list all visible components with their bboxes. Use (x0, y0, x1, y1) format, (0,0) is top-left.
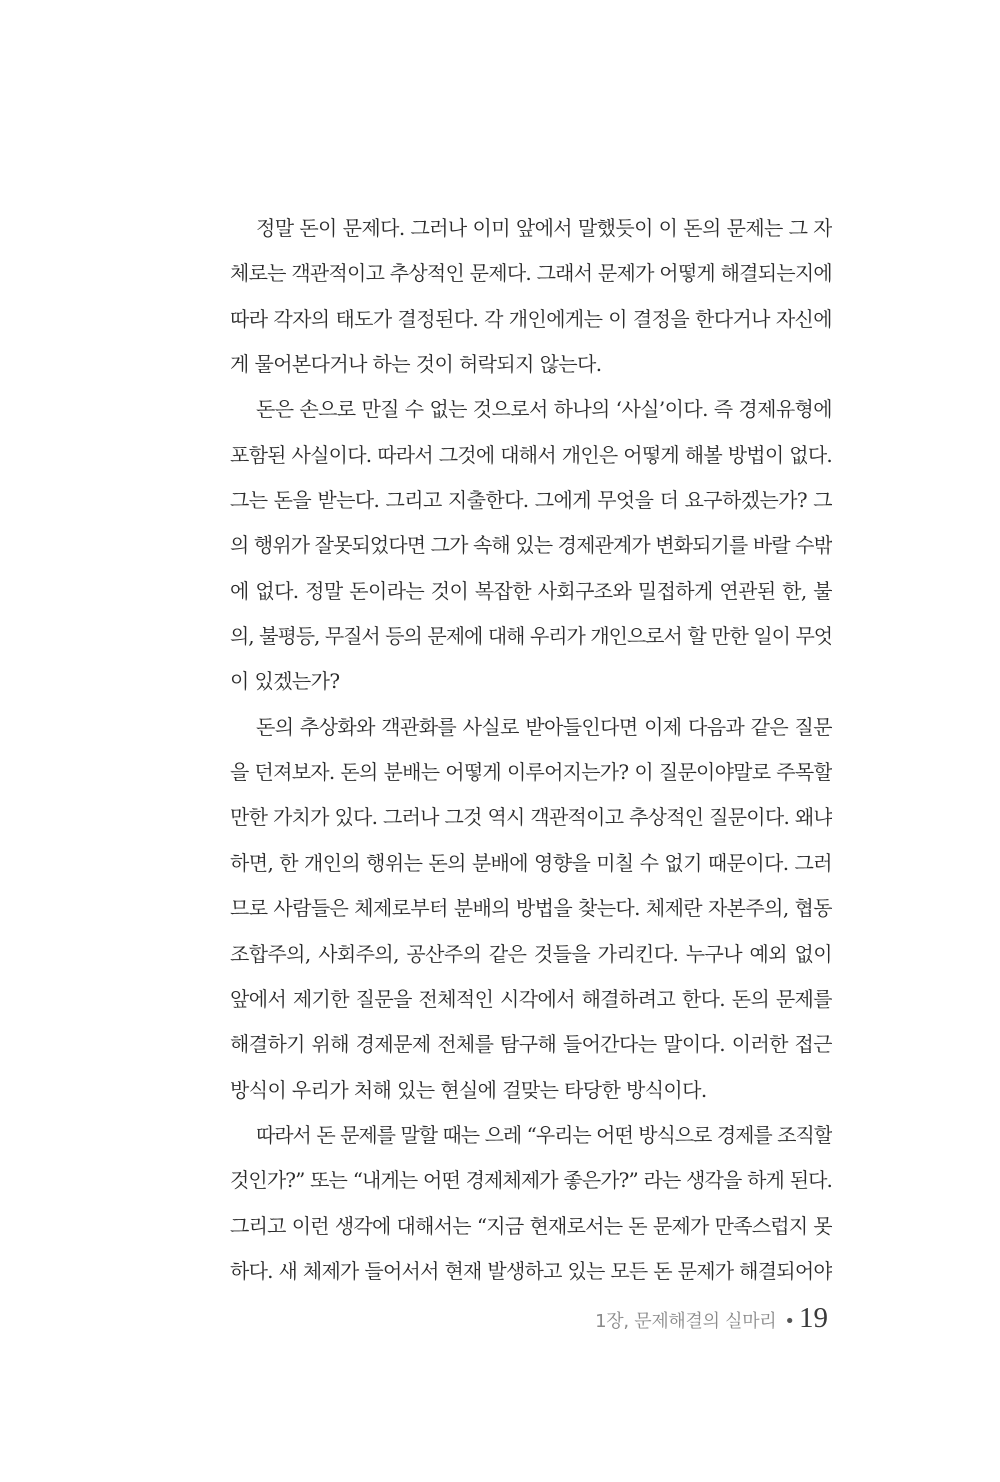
text-line: 따라 각자의 태도가 결정된다. 각 개인에게는 이 결정을 한다거나 자신에 (230, 306, 832, 331)
text-line: 것인가?” 또는 “내게는 어떤 경제체제가 좋은가?” 라는 생각을 하게 된다. (230, 1168, 832, 1193)
text-line: 조합주의, 사회주의, 공산주의 같은 것들을 가리킨다. 누구나 예외 없이 (230, 941, 832, 966)
text-line: 하면, 한 개인의 행위는 돈의 분배에 영향을 미칠 수 없기 때문이다. 그러 (230, 850, 832, 875)
text-line: 만한 가치가 있다. 그러나 그것 역시 객관적이고 추상적인 질문이다. 왜냐 (230, 805, 832, 830)
page-footer (595, 1302, 828, 1352)
text-line: 을 던져보자. 돈의 분배는 어떻게 이루어지는가? 이 질문이야말로 주목할 (230, 760, 832, 785)
text-line: 의 행위가 잘못되었다면 그가 속해 있는 경제관계가 변화되기를 바랄 수밖 (230, 533, 832, 558)
text-line: 그리고 이런 생각에 대해서는 “지금 현재로서는 돈 문제가 만족스럽지 못 (230, 1213, 832, 1238)
text-line: 하다. 새 체제가 들어서서 현재 발생하고 있는 모든 돈 문제가 해결되어야 (230, 1258, 832, 1283)
text-line: 이 있겠는가? (230, 669, 340, 694)
paragraph (230, 206, 832, 387)
page-number: 19 (799, 1302, 828, 1334)
text-line: 정말 돈이 문제다. 그러나 이미 앞에서 말했듯이 이 돈의 문제는 그 자 (256, 216, 832, 240)
paragraph (230, 1113, 832, 1294)
text-line: 그는 돈을 받는다. 그리고 지출한다. 그에게 무엇을 더 요구하겠는가? 그 (230, 488, 832, 513)
paragraph (230, 387, 832, 704)
text-line: 돈은 손으로 만질 수 없는 것으로서 하나의 ‘사실’이다. 즉 경제유형에 (256, 397, 832, 422)
body-text (230, 206, 832, 1294)
text-line: 므로 사람들은 체제로부터 분배의 방법을 찾는다. 체제란 자본주의, 협동 (230, 896, 832, 921)
text-line: 해결하기 위해 경제문제 전체를 탐구해 들어간다는 말이다. 이러한 접근 (230, 1032, 832, 1057)
text-line: 게 물어본다거나 하는 것이 허락되지 않는다. (230, 352, 602, 377)
text-line: 방식이 우리가 처해 있는 현실에 걸맞는 타당한 방식이다. (230, 1077, 707, 1102)
text-line: 돈의 추상화와 객관화를 사실로 받아들인다면 이제 다음과 같은 질문 (256, 714, 832, 739)
footer-separator-dot: • (784, 1311, 795, 1332)
text-line: 체로는 객관적이고 추상적인 문제다. 그래서 문제가 어떻게 해결되는지에 (230, 261, 832, 286)
running-footer-chapter-title: 1장, 문제해결의 실마리 (595, 1311, 777, 1332)
text-line: 앞에서 제기한 질문을 전체적인 시각에서 해결하려고 한다. 돈의 문제를 (230, 986, 832, 1011)
text-line: 의, 불평등, 무질서 등의 문제에 대해 우리가 개인으로서 할 만한 일이 무엇 (230, 624, 832, 649)
text-line: 에 없다. 정말 돈이라는 것이 복잡한 사회구조와 밀접하게 연관된 한, 불 (230, 578, 832, 603)
text-line: 따라서 돈 문제를 말할 때는 으레 “우리는 어떤 방식으로 경제를 조직할 (256, 1122, 832, 1147)
text-line: 포함된 사실이다. 따라서 그것에 대해서 개인은 어떻게 해볼 방법이 없다. (230, 442, 832, 467)
paragraph (230, 705, 832, 1113)
